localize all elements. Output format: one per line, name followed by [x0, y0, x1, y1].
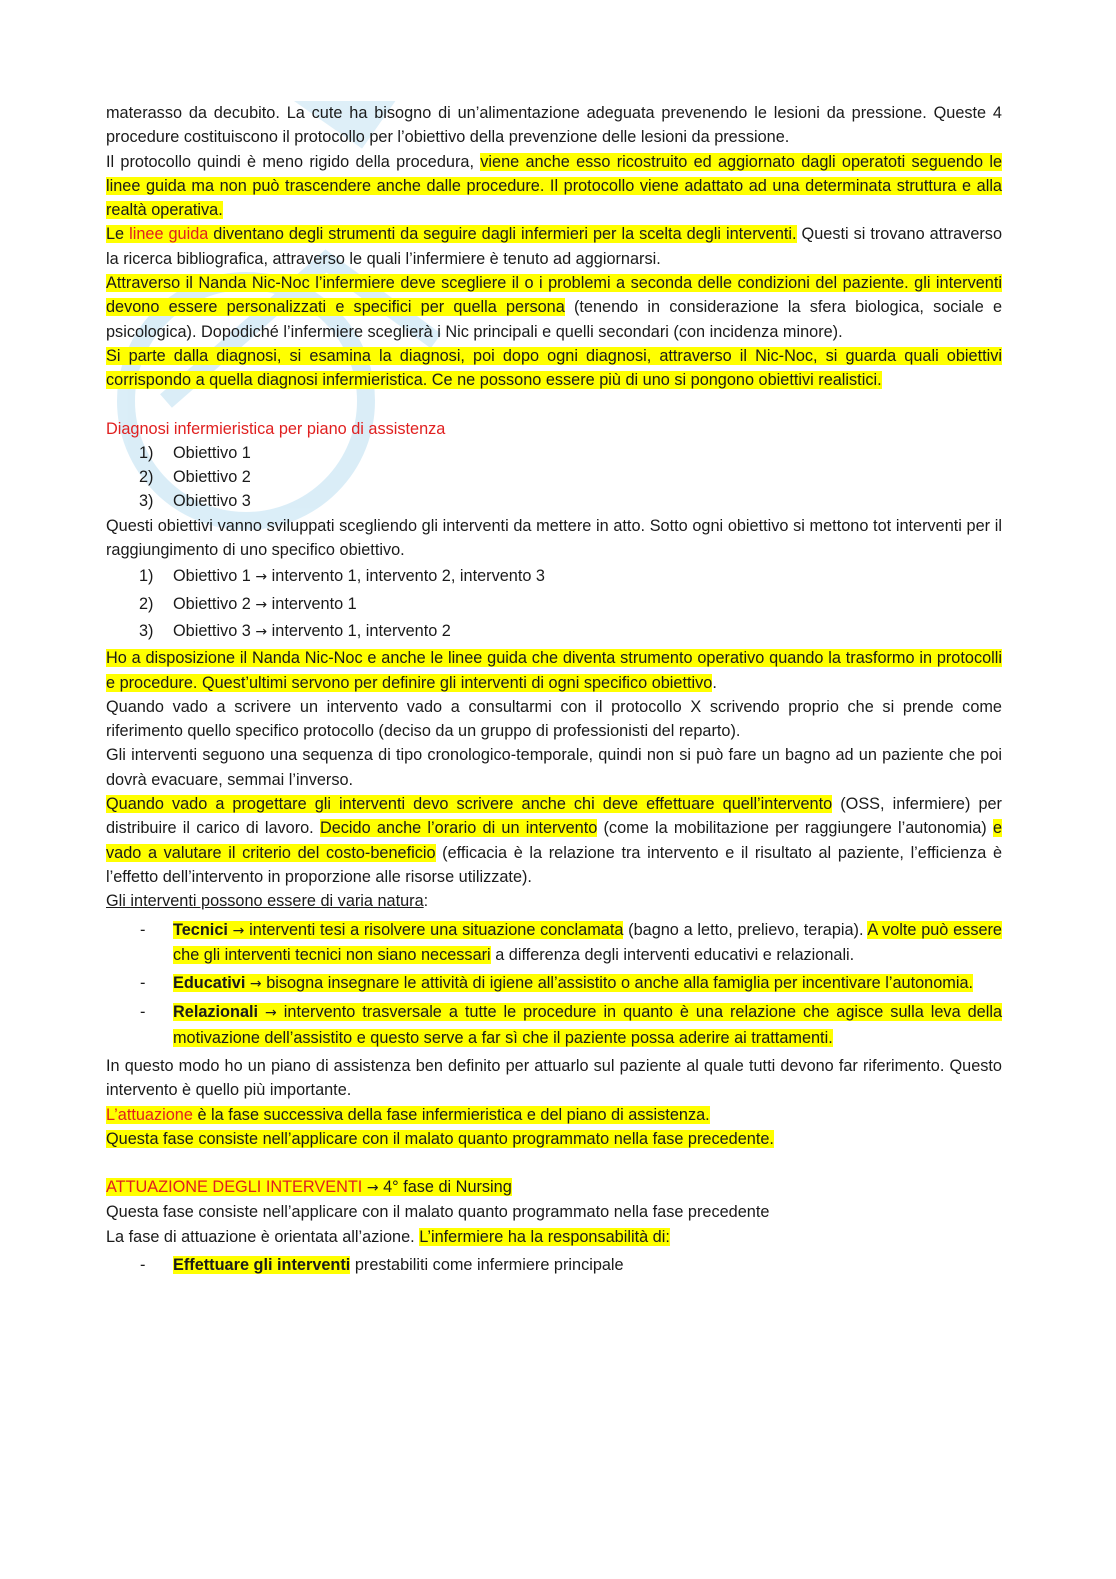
- list-number: 1): [139, 443, 154, 462]
- list-label: Obiettivo 1: [173, 567, 251, 586]
- paragraph-10: [106, 792, 1002, 889]
- paragraph-3-lead: Le: [106, 225, 130, 244]
- paragraph-11: [106, 889, 1002, 913]
- linee-guida-term: linee guida: [129, 225, 209, 244]
- list-number: 2): [139, 468, 154, 487]
- list-item: [106, 1253, 1002, 1277]
- list-interventi: intervento 1, intervento 2: [271, 621, 451, 640]
- list-label: Obiettivo 2: [173, 594, 251, 613]
- list-interventi: intervento 1: [271, 594, 357, 613]
- obiettivi-interventi-list: [106, 564, 1002, 644]
- paragraph-12: In questo modo ho un piano di assistenza ben definito per attuarlo sul paziente al quale tutti devono far riferimento. Questo intervento è quello più importante.: [106, 1056, 1002, 1100]
- heading-diagnosi: Diagnosi infermieristica per piano di assistenza: [106, 419, 446, 438]
- dash-bullet: -: [140, 1003, 146, 1022]
- term-desc-highlight-2: A volte può essere che gli interventi tecnici non siano necessari: [173, 920, 1002, 964]
- paragraph-11-colon: :: [423, 892, 429, 911]
- list-number: 3): [139, 621, 154, 640]
- paragraph-3: [106, 222, 1002, 271]
- attuazione-term: L’attuazione: [106, 1105, 193, 1124]
- paragraph-3-highlight: diventano degli strumenti da seguire dagli infermieri per la scelta degli interventi.: [208, 225, 797, 244]
- paragraph-4-highlight: Attraverso il Nanda Nic-Noc l’infermiere deve scegliere il o i problemi a seconda delle condizioni del paziente. gli interventi devono essere personalizzati e specifici per quella persona: [106, 274, 1002, 317]
- paragraph-4-plain: (tenendo in considerazione la sfera biologica, sociale e psicologica). Dopodiché l’infermiere sceglierà i Nic principali e quelli secondari (con incidenza minore).: [106, 298, 1002, 341]
- paragraph-10-plain-b: (come la mobilitazione per raggiungere l’autonomia): [597, 819, 993, 838]
- list-item: [106, 971, 1002, 996]
- arrow-right-icon: →: [255, 569, 268, 586]
- list-item: [106, 592, 1002, 617]
- paragraph-10-highlight-c: e vado a valutare il criterio del costo-beneficio: [106, 819, 1002, 862]
- paragraph-10-plain-a: (OSS, infermiere) per distribuire il carico di lavoro.: [106, 795, 1002, 838]
- list-number: 3): [139, 492, 154, 511]
- arrow-right-icon: →: [255, 596, 268, 613]
- dash-bullet: -: [140, 974, 146, 993]
- paragraph-1: materasso da decubito. La cute ha bisogno di un’alimentazione adeguata prevenendo le lesioni da pressione. Queste 4 procedure costituiscono il protocollo per l’obiettivo della prevenzione delle lesioni da pressione.: [106, 104, 1002, 147]
- paragraph-11-underlined: Gli interventi possono essere di varia natura: [106, 892, 424, 911]
- term-desc-plain: prestabiliti come infermiere principale: [350, 1256, 624, 1275]
- term-desc-highlight: intervento trasversale a tutte le procedure in quanto è una relazione che agisce sulla leva della motivazione dell’assistito e questo serve a far sì che il paziente possa aderire ai trattamenti.: [173, 1003, 1003, 1047]
- paragraph-3-plain: Questi si trovano attraverso la ricerca bibliografica, attraverso le quali l’infermiere è tenuto ad aggiornarsi.: [106, 225, 1002, 268]
- arrow-right-icon: →: [232, 922, 245, 939]
- paragraph-10-highlight-a: Quando vado a progettare gli interventi devo scrivere anche chi deve effettuare quell’intervento: [106, 795, 833, 814]
- paragraph-13-highlight: è la fase successiva della fase infermieristica e del piano di assistenza.: [192, 1105, 710, 1124]
- paragraph-5: [106, 344, 1002, 393]
- tipi-interventi-list: [106, 918, 1002, 1050]
- responsabilita-list: [106, 1253, 1002, 1277]
- term: Relazionali: [173, 1003, 259, 1022]
- paragraph-7: [106, 646, 1002, 695]
- list-interventi: intervento 1, intervento 2, intervento 3: [271, 567, 545, 586]
- term-desc-plain: (bagno a letto, prelievo, terapia).: [623, 920, 868, 939]
- paragraph-16-colon: :: [665, 1227, 670, 1246]
- heading-attuazione-title: ATTUAZIONE DEGLI INTERVENTI: [106, 1178, 363, 1197]
- paragraph-2-highlight: viene anche esso ricostruito ed aggiornato dagli operatoti seguendo le linee guida ma non può trascendere anche dalle procedure. Il protocollo viene adattato ad una determinata struttura e alla realtà operativa.: [106, 152, 1003, 220]
- list-item: [106, 465, 1002, 489]
- paragraph-9: Gli interventi seguono una sequenza di tipo cronologico-temporale, quindi non si può fare un bagno ad un paziente che poi dovrà evacuare, semmai l’inverso.: [106, 746, 1002, 789]
- paragraph-15: Questa fase consiste nell’applicare con il malato quanto programmato nella fase precedente: [106, 1203, 770, 1222]
- paragraph-8: Quando vado a scrivere un intervento vado a consultarmi con il protocollo X scrivendo proprio che si prende come riferimento quello specifico protocollo (deciso da un gruppo di professionisti del reparto).: [106, 697, 1002, 741]
- list-label: Obiettivo 3: [173, 621, 251, 640]
- arrow-right-icon: →: [255, 623, 268, 640]
- term-desc-highlight: bisogna insegnare le attività di igiene all’assistito o anche alla famiglia per incentivare l’autonomia.: [266, 974, 974, 993]
- list-label: Obiettivo 1: [173, 443, 251, 462]
- paragraph-16: [106, 1225, 1002, 1249]
- list-label: Obiettivo 2: [173, 468, 251, 487]
- list-number: 1): [139, 567, 154, 586]
- dash-bullet: -: [140, 1256, 146, 1275]
- paragraph-6: Questi obiettivi vanno sviluppati scegliendo gli interventi da mettere in atto. Sotto ogni obiettivo si mettono tot interventi per il raggiungimento di uno specifico obiettivo.: [106, 516, 1002, 560]
- spacer: [106, 1151, 1002, 1175]
- list-item: [106, 441, 1002, 465]
- arrow-right-icon: →: [249, 976, 262, 993]
- paragraph-4: [106, 271, 1002, 344]
- paragraph-16-highlight: L’infermiere ha la responsabilità di: [419, 1227, 666, 1246]
- term: Tecnici: [173, 920, 228, 939]
- obiettivi-list: [106, 441, 1002, 514]
- paragraph-16-plain: La fase di attuazione è orientata all’azione.: [106, 1227, 420, 1246]
- paragraph-14: [106, 1127, 1002, 1151]
- arrow-right-icon: →: [265, 1005, 277, 1022]
- paragraph-10-highlight-b: Decido anche l’orario di un intervento: [319, 819, 598, 838]
- paragraph-14-highlight: Questa fase consiste nell’applicare con il malato quanto programmato nella fase precedente.: [106, 1129, 774, 1148]
- heading-attuazione: [106, 1175, 1002, 1200]
- document-page: [106, 101, 1002, 1281]
- heading-attuazione-phase: 4° fase di Nursing: [378, 1178, 512, 1197]
- term: Effettuare gli interventi: [173, 1256, 351, 1275]
- paragraph-2: [106, 150, 1002, 223]
- paragraph-10-plain-c: (efficacia è la relazione tra intervento e il risultato al paziente, l’efficienza è l’effetto dell’intervento in proporzione alle risorse utilizzate).: [106, 843, 1002, 886]
- term-desc-highlight: interventi tesi a risolvere una situazione conclamata: [249, 920, 624, 939]
- list-item: [106, 619, 1002, 644]
- paragraph-5-highlight: Si parte dalla diagnosi, si esamina la diagnosi, poi dopo ogni diagnosi, attraverso il Nic-Noc, si guarda quali obiettivi corrispondo a quella diagnosi infermieristica. Ce ne possono essere più di uno si pongono obiettivi realistici.: [106, 346, 1002, 390]
- paragraph-2-plain: Il protocollo quindi è meno rigido della procedura,: [106, 152, 481, 171]
- paragraph-13: [106, 1103, 1002, 1127]
- paragraph-7-highlight: Ho a disposizione il Nanda Nic-Noc e anche le linee guida che diventa strumento operativo quando la trasformo in protocolli e procedure. Quest’ultimi servono per definire gli interventi di ogni specifico obiettivo: [106, 649, 1002, 692]
- term-desc-plain-2: a differenza degli interventi educativi e relazionali.: [490, 945, 855, 964]
- list-label: Obiettivo 3: [173, 492, 251, 511]
- list-item: [106, 564, 1002, 589]
- spacer: [106, 393, 1002, 417]
- list-number: 2): [139, 594, 154, 613]
- dash-bullet: -: [140, 920, 146, 939]
- arrow-right-icon: →: [366, 1180, 379, 1197]
- list-item: [106, 918, 1002, 968]
- list-item: [106, 489, 1002, 513]
- term: Educativi: [173, 974, 246, 993]
- paragraph-7-end: .: [712, 673, 717, 692]
- list-item: [106, 1000, 1002, 1050]
